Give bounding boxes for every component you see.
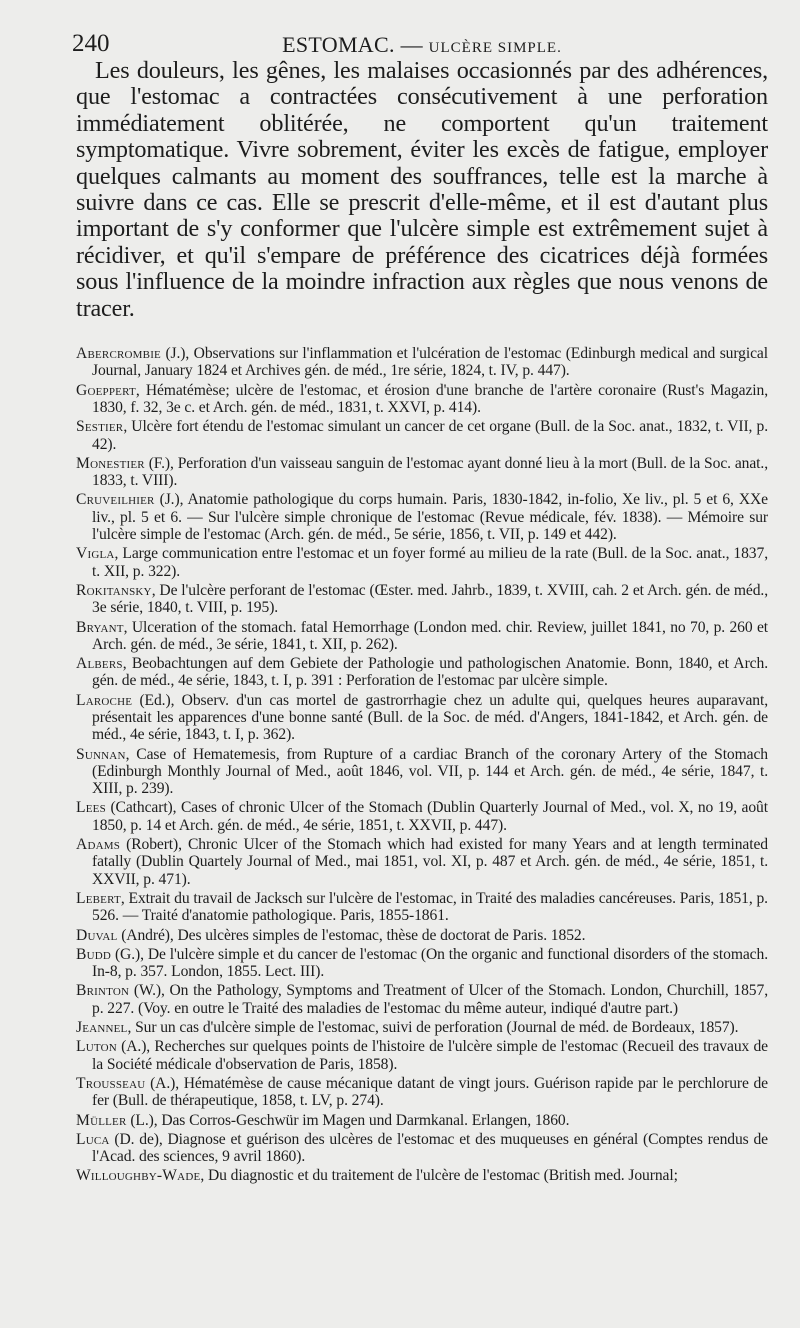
entry-text: (G.), De l'ulcère simple et du cancer de l'estomac (On the organic and functional disorders of the stomach. In-8, p. 357. London, 1855. Lect. III). [92,945,768,981]
entry-author: Budd [76,945,112,963]
entry-text: (J.), Anatomie pathologique du corps humain. Paris, 1830-1842, in-folio, Xe liv., pl. 5 et 6, XXe liv., pl. 5 et 6. — Sur l'ulcère simple chronique de l'estomac (Revue médicale, fév. 1838). — Mémoire sur l'ulcère simple de l'estomac (Arch. gén. de méd., 5e série, 1856, t. VII, p. 149 et 442). [92,491,768,544]
entry-author: Lebert [76,889,121,907]
entry-author: Adams [76,836,121,854]
entry-text: , Extrait du travail de Jacksch sur l'ulcère de l'estomac, in Traité des maladies cancéreuses. Paris, 1851, p. 526. — Traité d'anatomie pathologique. Paris, 1855-1861. [92,889,768,925]
entry-author: Vigla [76,545,115,563]
bibliography [76,345,768,1185]
bibliography-entry [76,946,768,981]
running-head [76,32,768,58]
entry-text: (André), Des ulcères simples de l'estomac, thèse de doctorat de Paris. 1852. [117,926,586,944]
page-number: 240 [72,30,110,57]
running-head-subtitle: ULCÈRE SIMPLE. [428,40,562,56]
bibliography-entry [76,890,768,925]
entry-author: Müller [76,1111,127,1129]
entry-author: Duval [76,926,118,944]
bibliography-entry [76,692,768,744]
entry-text: (J.), Observations sur l'inflammation et l'ulcération de l'estomac (Edinburgh medical and surgical Journal, January 1824 et Archives gén. de méd., 1re série, 1824, t. IV, p. 447). [92,345,768,380]
bibliography-entry [76,746,768,798]
entry-text: , Large communication entre l'estomac et un foyer formé au milieu de la rate (Bull. de la Soc. anat., 1837, t. XII, p. 322). [92,545,768,580]
entry-text: , Du diagnostic et du traitement de l'ulcère de l'estomac (British med. Journal; [200,1167,678,1185]
entry-text: (Cathcart), Cases of chronic Ulcer of the Stomach (Dublin Quarterly Journal of Med., vol. X, no 19, août 1850, p. 14 et Arch. gén. de méd., 4e série, 1851, t. XXVII, p. 447). [92,799,768,834]
bibliography-entry [76,345,768,380]
entry-author: Rokitansky [76,581,152,599]
entry-author: Monestier [76,454,145,472]
bibliography-entry [76,982,768,1017]
entry-author: Jeannel [76,1019,128,1037]
running-head-title: ESTOMAC. — [282,32,429,57]
bibliography-entry [76,655,768,690]
entry-author: Sunnan [76,745,126,763]
bibliography-entry [76,836,768,888]
entry-text: , Ulcère fort étendu de l'estomac simulant un cancer de cet organe (Bull. de la Soc. anat., 1832, t. VII, p. 42). [92,418,768,453]
entry-author: Brinton [76,982,130,1000]
bibliography-entry [76,1019,768,1036]
bibliography-entry [76,619,768,654]
entry-author: Bryant [76,618,124,636]
bibliography-entry [76,1075,768,1110]
bibliography-entry [76,799,768,834]
entry-text: (A.), Recherches sur quelques points de l'histoire de l'ulcère simple de l'estomac (Recueil des travaux de la Société médicale d'observation de Paris, 1858). [92,1038,768,1073]
bibliography-entry [76,1038,768,1073]
intro-paragraph-block [76,58,768,322]
entry-text: (F.), Perforation d'un vaisseau sanguin de l'estomac ayant donné lieu à la mort (Bull. de la Soc. anat., 1833, t. VIII). [92,454,768,490]
intro-paragraph: Les douleurs, les gênes, les malaises occasionnés par des adhérences, que l'estomac a contractées consécutivement à une perforation immédiatement oblitérée, ne comportent qu'un traitement symptomatique. Vivre sobrement, éviter les excès de fatigue, employer quelques calmants au moment des souffrances, telle est la marche à suivre dans ce cas. Elle se prescrit d'elle-même, et il est d'autant plus important de s'y conformer que l'ulcère simple est extrêmement sujet à récidiver, et qu'il s'empare de préférence des cicatrices déjà formées sous l'influence de la moindre infraction aux règles que nous venons de tracer. [76,57,768,322]
bibliography-entry [76,418,768,453]
entry-text: (D. de), Diagnose et guérison des ulcères de l'estomac et des muqueuses en général (Comptes rendus de l'Acad. des sciences, 9 avril 1860). [92,1130,768,1166]
entry-author: Albers [76,655,123,673]
bibliography-entry [76,582,768,617]
bibliography-entry [76,1112,768,1129]
entry-text: (Robert), Chronic Ulcer of the Stomach which had existed for many Years and at length terminated fatally (Dublin Quartely Journal of Med., mai 1851, vol. XI, p. 487 et Arch. gén. de méd., 4e série, 1851, t. XXVII, p. 471). [92,836,768,888]
bibliography-entry [76,1167,768,1184]
entry-text: (A.), Hématémèse de cause mécanique datant de vingt jours. Guérison rapide par le perchlorure de fer (Bull. de thérapeutique, 1858, t. LV, p. 274). [92,1074,768,1110]
entry-author: Lees [76,799,106,817]
entry-author: Laroche [76,691,133,709]
entry-text: (Ed.), Observ. d'un cas mortel de gastrorrhagie chez un adulte qui, quelques heures auparavant, présentait les apparences d'une bonne santé (Bull. de la Soc. de méd. d'Angers, 1841-1842, et Arch. gén. de méd., 4e série, 1843, t. I, p. 362). [92,691,768,744]
bibliography-entry [76,927,768,944]
entry-text: , De l'ulcère perforant de l'estomac (Œster. med. Jahrb., 1839, t. XVIII, cah. 2 et Arch. gén. de méd., 3e série, 1840, t. VIII, p. 195). [92,581,768,617]
entry-text: , Sur un cas d'ulcère simple de l'estomac, suivi de perforation (Journal de méd. de Bordeaux, 1857). [127,1019,739,1037]
entry-author: Cruveilhier [76,491,155,509]
bibliography-entry [76,455,768,490]
entry-text: , Beobachtungen auf dem Gebiete der Pathologie und pathologischen Anatomie. Bonn, 1840, et Arch. gén. de méd., 4e série, 1843, t. I, p. 391 : Perforation de l'estomac par ulcère simple. [92,655,768,690]
entry-author: Willoughby-Wade [76,1167,201,1185]
bibliography-entry [76,382,768,417]
entry-text: , Case of Hematemesis, from Rupture of a cardiac Branch of the coronary Artery of the Stomach (Edinburgh Monthly Journal of Med., août 1846, vol. VII, p. 144 et Arch. gén. de méd., 4e série, 1847, t. XIII, p. 239). [92,745,768,798]
page-header [72,0,768,58]
entry-author: Trousseau [76,1074,146,1092]
entry-author: Abercrombie [76,345,161,363]
entry-author: Luca [76,1130,110,1148]
entry-text: , Hématémèse; ulcère de l'estomac, et érosion d'une branche de l'artère coronaire (Rust's Magazin, 1830, f. 32, 3e c. et Arch. gén. de méd., 1831, t. XXVI, p. 414). [92,381,768,416]
entry-text: , Ulceration of the stomach. fatal Hemorrhage (London med. chir. Review, juillet 1841, no 70, p. 260 et Arch. gén. de méd., 3e série, 1841, t. XII, p. 262). [92,618,768,653]
entry-author: Goeppert [76,381,136,399]
bibliography-entry [76,1131,768,1166]
entry-author: Luton [76,1038,117,1056]
bibliography-entry [76,491,768,543]
entry-text: (L.), Das Corros-Geschwür im Magen und Darmkanal. Erlangen, 1860. [126,1111,570,1129]
entry-text: (W.), On the Pathology, Symptoms and Treatment of Ulcer of the Stomach. London, Churchill, 1857, p. 227. (Voy. en outre le Traité des maladies de l'estomac du même auteur, indiqué d'autre part.) [92,982,768,1017]
entry-author: Sestier [76,418,124,436]
bibliography-entry [76,545,768,580]
